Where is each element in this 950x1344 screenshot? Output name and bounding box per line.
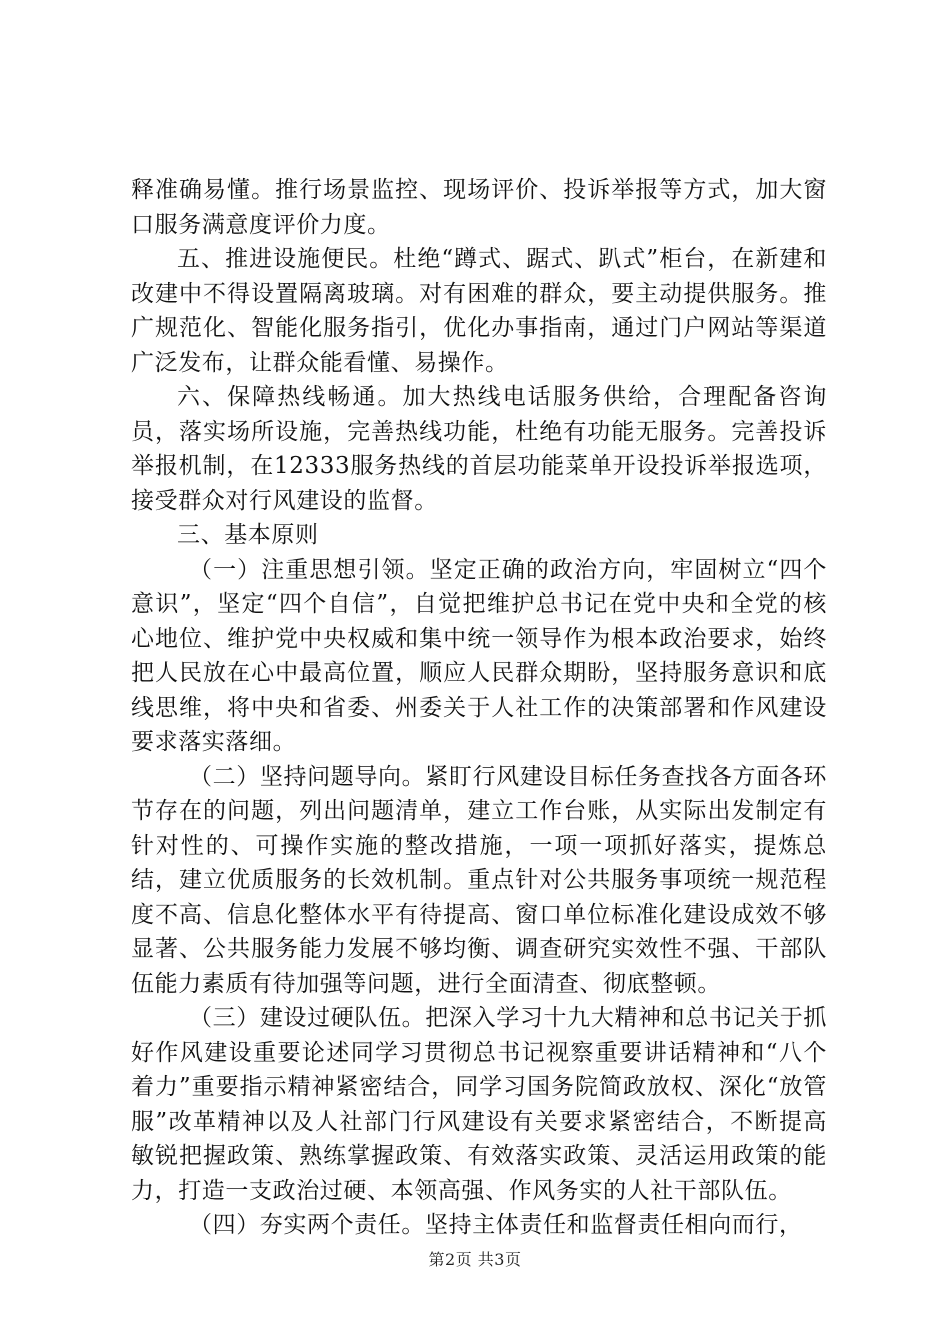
paragraph-hotline: 六、保障热线畅通。加大热线电话服务供给，合理配备咨询员，落实场所设施，完善热线功能，杜绝有功能无服务。完善投诉举报机制，在12333服务热线的首层功能菜单开设投诉举报选项，接受群众对行风建设的监督。 [131, 384, 827, 514]
page-footer: 第2页 共3页 [428, 1250, 522, 1269]
document-body [131, 173, 827, 1243]
paragraph-principle-3: （三）建设过硬队伍。把深入学习十九大精神和总书记关于抓好作风建设重要论述同学习贯彻总书记视察重要讲话精神和“八个着力”重要指示精神紧密结合，同学习国务院简政放权、深化“放管服”改革精神以及人社部门行风建设有关要求紧密结合，不断提高敏锐把握政策、熟练掌握政策、有效落实政策、灵活运用政策的能力，打造一支政治过硬、本领高强、作风务实的人社干部队伍。 [131, 1005, 827, 1204]
paragraph-principle-4: （四）夯实两个责任。坚持主体责任和监督责任相向而行， [189, 1212, 803, 1238]
section-heading-principles: 三、基本原则 [177, 522, 319, 548]
paragraph-principle-1: （一）注重思想引领。坚定正确的政治方向，牢固树立“四个意识”，坚定“四个自信”，自觉把维护总书记在党中央和全党的核心地位、维护党中央权威和集中统一领导作为根本政治要求，始终把人民放在心中最高位置，顺应人民群众期盼，坚持服务意识和底线思维，将中央和省委、州委关于人社工作的决策部署和作风建设要求落实落细。 [131, 556, 827, 755]
paragraph-continuation: 释准确易懂。推行场景监控、现场评价、投诉举报等方式，加大窗口服务满意度评价力度。 [131, 177, 827, 238]
paragraph-facility-convenience: 五、推进设施便民。杜绝“蹲式、踞式、趴式”柜台，在新建和改建中不得设置隔离玻璃。对有困难的群众，要主动提供服务。推广规范化、智能化服务指引，优化办事指南，通过门户网站等渠道广泛发布，让群众能看懂、易操作。 [131, 246, 827, 376]
paragraph-principle-2: （二）坚持问题导向。紧盯行风建设目标任务查找各方面各环节存在的问题，列出问题清单，建立工作台账，从实际出发制定有针对性的、可操作实施的整改措施，一项一项抓好落实，提炼总结，建立优质服务的长效机制。重点针对公共服务事项统一规范程度不高、信息化整体水平有待提高、窗口单位标准化建设成效不够显著、公共服务能力发展不够均衡、调查研究实效性不强、干部队伍能力素质有待加强等问题，进行全面清查、彻底整顿。 [131, 763, 827, 997]
